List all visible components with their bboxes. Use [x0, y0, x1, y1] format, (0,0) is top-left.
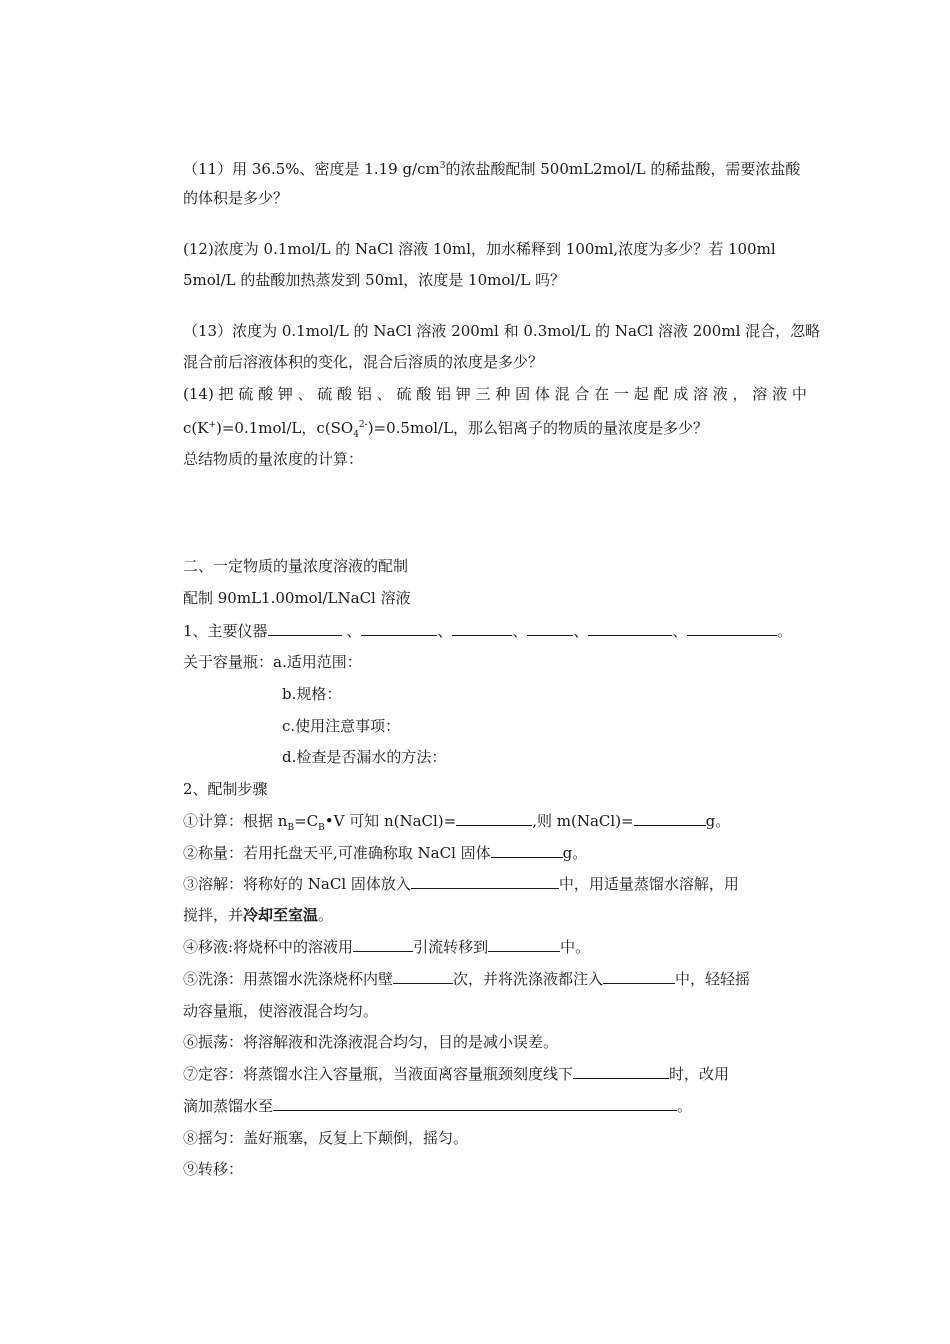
step4-text-c: 中。	[560, 938, 591, 956]
step5-text-c: 中，轻轻摇	[675, 970, 751, 988]
step7-blank-1[interactable]	[573, 1064, 669, 1079]
section2-subtitle: 配制 90mL1.00mol/LNaCl 溶液	[183, 589, 411, 607]
step5-text-a: ⑤洗涤：用蒸馏水洗涤烧杯内壁	[183, 970, 394, 988]
q14-line1: (14) 把 硫 酸 钾 、 硫 酸 铝 、 硫 酸 铝 钾 三 种 固 体 混 合 在 一 起 配 成 溶 液 ， 溶 液 中	[183, 385, 807, 403]
step5-blank-2[interactable]	[603, 969, 675, 984]
q14-text-c: )=0.5mol/L，那么铝离子的物质的量浓度是多少？	[367, 419, 709, 437]
summary-heading: 总结物质的量浓度的计算：	[183, 450, 364, 468]
q14-sup-2minus: 2-	[358, 420, 368, 430]
step7-line1	[183, 1064, 729, 1084]
q11-line1	[183, 156, 800, 179]
instrument-blank-1[interactable]	[268, 621, 342, 636]
instruments-line	[183, 621, 792, 641]
step6: ⑥振荡：将溶解液和洗涤液混合均匀，目的是减小误差。	[183, 1033, 559, 1051]
step2-blank[interactable]	[491, 843, 563, 858]
step5-line1	[183, 969, 750, 989]
q11-superscript: 3	[439, 161, 446, 171]
step3-emphasis: 冷却至室温	[243, 906, 319, 924]
step4-text-a: ④移液:将烧杯中的溶液用	[183, 938, 354, 956]
step4	[183, 937, 590, 957]
instrument-blank-6[interactable]	[687, 621, 777, 636]
instrument-end: 。	[777, 622, 793, 640]
step4-blank-1[interactable]	[353, 937, 413, 952]
step1-sub-1: B	[287, 823, 295, 833]
instrument-sep-2: 、	[437, 622, 453, 640]
flask-d: d.检查是否漏水的方法：	[282, 748, 447, 766]
q14-text-b: )=0.1mol/L，c(SO	[216, 419, 354, 437]
instruments-label: 1、主要仪器	[183, 622, 268, 640]
step4-blank-2[interactable]	[488, 937, 560, 952]
section2-title: 二、一定物质的量浓度溶液的配制	[183, 557, 409, 575]
step3-line2	[183, 905, 333, 925]
step3-text-c: 搅拌，并	[183, 906, 244, 924]
step1-text-d: ,则 m(NaCl)=	[532, 812, 634, 830]
step1-text-c: •V 可知 n(NaCl)=	[324, 812, 457, 830]
step5-line2: 动容量瓶，使溶液混合均匀。	[183, 1002, 379, 1020]
step1-text-e: g。	[705, 812, 731, 830]
step1-sub-2: B	[318, 823, 325, 833]
step1-text-a: ①计算：根据 n	[183, 812, 288, 830]
q14-text-a: c(K	[183, 419, 209, 437]
q12-line1: (12)浓度为 0.1mol/L 的 NaCl 溶液 10ml，加水稀释到 100ml,浓度为多少？若 100ml	[183, 240, 776, 258]
instrument-sep-5: 、	[672, 622, 688, 640]
step1-text-b: =C	[294, 812, 319, 830]
flask-c: c.使用注意事项：	[282, 717, 401, 735]
step3-text-d: 。	[318, 906, 334, 924]
instrument-blank-2[interactable]	[361, 621, 437, 636]
step7-text-b: 时，改用	[669, 1065, 730, 1083]
step9: ⑨转移：	[183, 1160, 244, 1178]
instrument-blank-5[interactable]	[588, 621, 672, 636]
q14-sub-4: 4	[353, 430, 359, 440]
steps-title: 2、配制步骤	[183, 780, 268, 798]
step8: ⑧摇匀：盖好瓶塞，反复上下颠倒，摇匀。	[183, 1129, 469, 1147]
q14-sup-k: +	[208, 420, 217, 430]
q14-line2	[183, 415, 708, 445]
step5-text-b: 次，并将洗涤液都注入	[453, 970, 604, 988]
step3-blank[interactable]	[411, 874, 559, 889]
step2-text-a: ②称量：若用托盘天平,可准确称取 NaCl 固体	[183, 844, 491, 862]
q13-line1: （13）浓度为 0.1mol/L 的 NaCl 溶液 200ml 和 0.3mol/L 的 NaCl 溶液 200ml 混合，忽略	[183, 322, 821, 340]
instrument-sep-3: 、	[512, 622, 528, 640]
step3-text-b: 中，用适量蒸馏水溶解，用	[558, 875, 739, 893]
step5-blank-1[interactable]	[393, 969, 453, 984]
step4-text-b: 引流转移到	[413, 938, 489, 956]
step7-text-c: 滴加蒸馏水至	[183, 1097, 274, 1115]
step3-text-a: ③溶解：将称好的 NaCl 固体放入	[183, 875, 411, 893]
step2	[183, 843, 587, 863]
flask-b: b.规格：	[282, 685, 342, 703]
instrument-blank-3[interactable]	[452, 621, 512, 636]
q13-line2: 混合前后溶液体积的变化，混合后溶质的浓度是多少？	[183, 353, 544, 371]
step2-text-b: g。	[562, 844, 588, 862]
step3-line1	[183, 874, 739, 894]
step7-text-d: 。	[677, 1097, 693, 1115]
step7-text-a: ⑦定容：将蒸馏水注入容量瓶，当液面离容量瓶颈刻度线下	[183, 1065, 574, 1083]
instrument-sep-1: 、	[341, 622, 362, 640]
step7-line2	[183, 1096, 692, 1116]
instrument-blank-4[interactable]	[527, 621, 573, 636]
step1	[183, 811, 730, 838]
step7-blank-2[interactable]	[273, 1096, 677, 1111]
q11-text-a: （11）用 36.5%、密度是 1.19 g/cm	[183, 160, 440, 178]
step1-blank-m[interactable]	[634, 811, 706, 826]
flask-a: 关于容量瓶：a.适用范围：	[183, 653, 362, 671]
step1-blank-n[interactable]	[456, 811, 532, 826]
q11-line2: 的体积是多少？	[183, 189, 289, 207]
q11-text-b: 的浓盐酸配制 500mL2mol/L 的稀盐酸，需要浓盐酸	[445, 160, 801, 178]
instrument-sep-4: 、	[573, 622, 589, 640]
q12-line2: 5mol/L 的盐酸加热蒸发到 50ml，浓度是 10mol/L 吗？	[183, 271, 565, 289]
